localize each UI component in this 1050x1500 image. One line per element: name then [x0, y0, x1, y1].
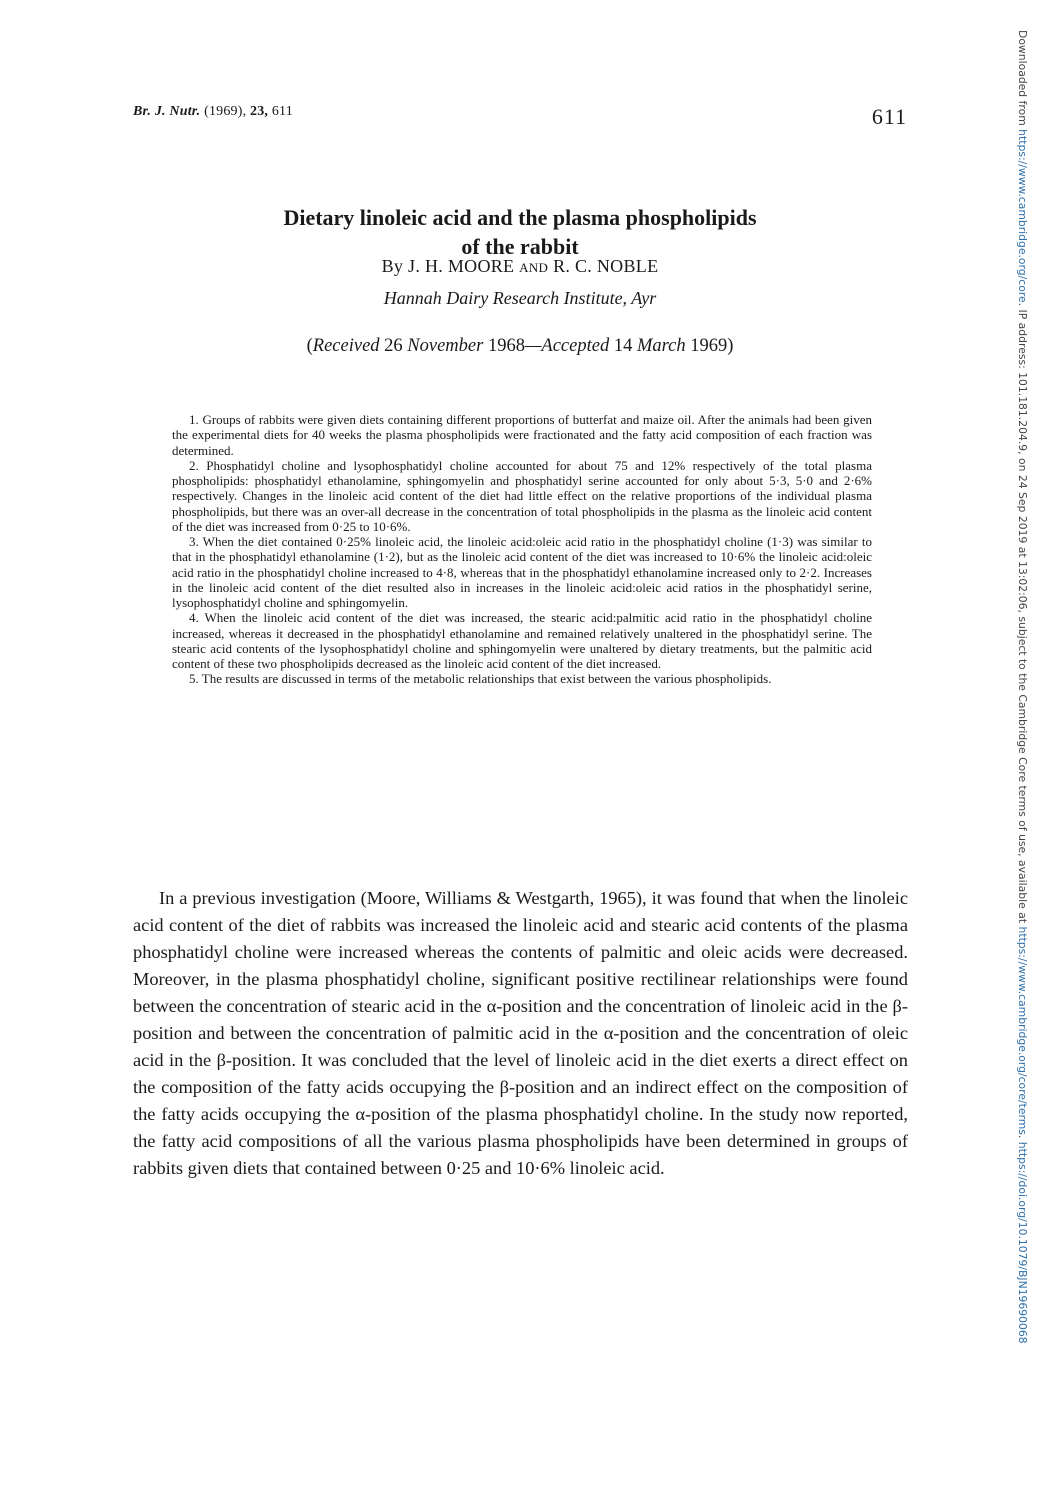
summary-paragraph: 4. When the linoleic acid content of the diet was increased, the stearic acid:palmitic acid ratio in the phosphatidyl choline increased, whereas it decreased in the phosphatidyl ethanolamine and remained relatively unaltered in the phosphatidyl serine. The stearic acid contents of the lysophosphatidyl choline and sphingomyelin were unaltered by dietary treatments, but the palmitic acid content of these two phospholipids decreased as the linoleic acid content of the diet increased. [172, 610, 872, 671]
body-text [133, 885, 908, 1182]
affiliation: Hannah Dairy Research Institute, Ayr [383, 288, 657, 308]
received-year: 1968 [487, 336, 525, 356]
article-title-line-1: Dietary linoleic acid and the plasma phospholipids [283, 205, 757, 230]
download-prefix: Downloaded from [1016, 30, 1029, 130]
received-label: Received [312, 336, 380, 356]
summary [172, 412, 872, 687]
core-link[interactable]: https://www.cambridge.org/core [1016, 129, 1029, 303]
article-title [150, 203, 890, 261]
summary-paragraph: 5. The results are discussed in terms of the metabolic relationships that exist between the various phospholipids. [189, 671, 772, 687]
download-separator: . [1016, 1134, 1029, 1142]
author-line [150, 256, 890, 277]
author-1: J. H. MOORE [408, 256, 515, 276]
journal-volume: 23, [250, 104, 269, 119]
summary-paragraph: 1. Groups of rabbits were given diets containing different proportions of butterfat and maize oil. After the animals had been given the experimental diets for 40 weeks the plasma phospholipids were fractionated and the fatty acid composition of each fraction was determined. [172, 412, 872, 458]
received-dates [150, 336, 890, 357]
accepted-day: 14 [613, 336, 633, 356]
download-middle: . IP address: 101.181.204.9, on 24 Sep 2019 at 13:02:06, subject to the Cambridge Core terms of use, available at [1016, 302, 1029, 927]
accepted-label: —Accepted [524, 336, 610, 356]
journal-name: Br. J. Nutr. [133, 104, 201, 119]
by-label: By [381, 256, 404, 276]
summary-paragraph: 3. When the diet contained 0·25% linoleic acid, the linoleic acid:oleic acid ratio in the phosphatidyl choline (1·3) was similar to that in the phosphatidyl ethanolamine (1·2), but as the linoleic acid content of the diet was increased to 10·6% the linoleic acid:oleic acid ratio in the phosphatidyl choline increased to 4·8, whereas that in the phosphatidyl ethanolamine increased only to 2·2. Increases in the linoleic acid content of the diet resulted also in increases in the linoleic acid:oleic acid ratios in the phosphatidyl serine, lysophosphatidyl choline and sphingomyelin. [172, 534, 872, 610]
download-notice [1014, 30, 1030, 1470]
page-number: 611 [871, 104, 907, 129]
journal-first-page: 611 [271, 104, 293, 119]
received-month: November [407, 336, 484, 356]
article-title-line-2: of the rabbit [461, 234, 579, 259]
received-close-paren: ) [727, 336, 734, 356]
journal-reference [133, 104, 293, 120]
doi-link[interactable]: https://doi.org/10.1079/BJN19690068 [1016, 1141, 1029, 1344]
received-day: 26 [384, 336, 403, 356]
and-label: AND [519, 260, 549, 275]
accepted-month: March [636, 336, 686, 356]
journal-year: (1969), [204, 104, 247, 119]
summary-paragraph: 2. Phosphatidyl choline and lysophosphatidyl choline accounted for about 75 and 12% respectively of the total plasma phospholipids: phosphatidyl ethanolamine, sphingomyelin and phosphatidyl serine accounted for only about 5·3, 5·0 and 2·6% respectively. Changes in the linoleic acid content of the diet had little effect on the relative proportions of the individual plasma phospholipids, but there was an over-all decrease in the concentration of total phospholipids in the plasma as the linoleic acid content of the diet was increased from 0·25 to 10·6%. [172, 457, 872, 534]
author-2: R. C. NOBLE [553, 256, 659, 276]
accepted-year: 1969 [690, 336, 728, 356]
received-open-paren: ( [306, 336, 313, 356]
terms-link[interactable]: https://www.cambridge.org/core/terms [1016, 926, 1029, 1135]
body-paragraph: In a previous investigation (Moore, Williams & Westgarth, 1965), it was found that when the linoleic acid content of the diet of rabbits was increased the linoleic acid and stearic acid contents of the plasma phosphatidyl choline were increased whereas the contents of palmitic and oleic acids were decreased. Moreover, in the plasma phosphatidyl choline, significant positive rectilinear relationships were found between the concentration of stearic acid in the α-position and the concentration of linoleic acid in the β-position and between the concentration of palmitic acid in the α-position and the concentration of oleic acid in the β-position. It was concluded that the level of linoleic acid in the diet exerts a direct effect on the composition of the fatty acids occupying the β-position and an indirect effect on the composition of the fatty acids occupying the α-position of the plasma phosphatidyl choline. In the study now reported, the fatty acid compositions of all the various plasma phospholipids have been determined in groups of rabbits given diets that contained between 0·25 and 10·6% linoleic acid. [133, 888, 908, 1178]
